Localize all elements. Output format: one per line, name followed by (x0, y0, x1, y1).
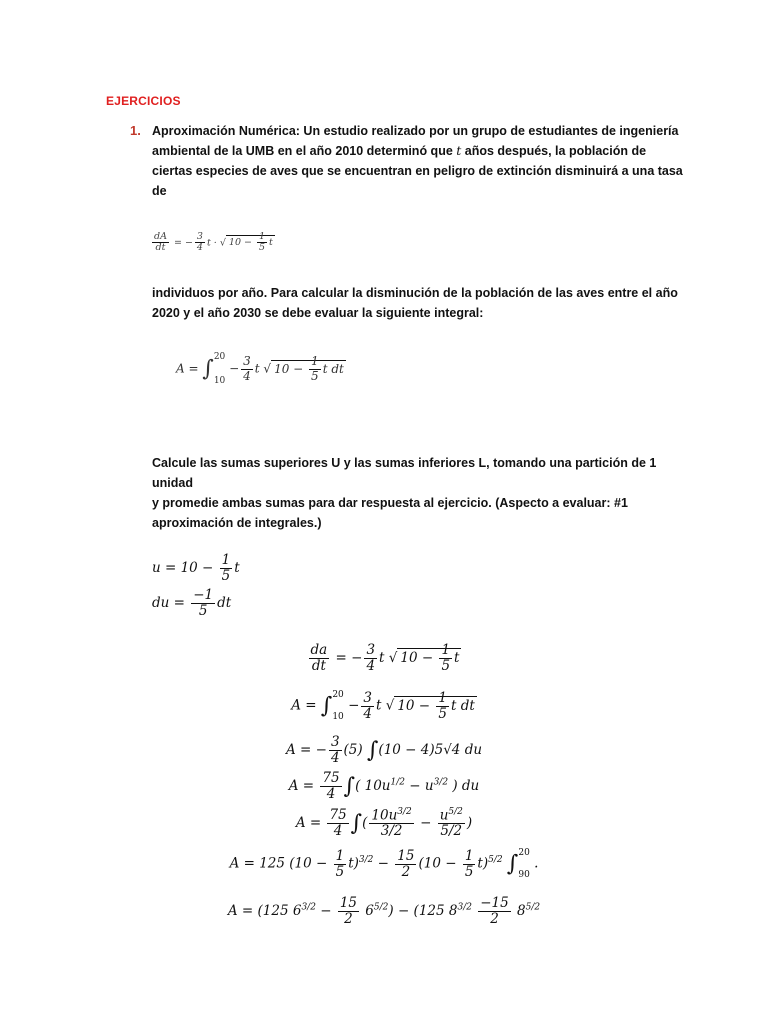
step-4: A = $\frac{75}{4}$ ∫( $10u^{1/2} - u^{3/2}$ ) du (288, 770, 480, 802)
paragraph-3 (152, 453, 692, 533)
step-1: $\frac{da}{dt}$ = − $\frac{3}{4}$ t √ 10 − $\frac{1}{5}$ t (310, 642, 460, 674)
paragraph-line: Calcule las sumas superiores U y las sumas inferiores L, tomando una partición de 1 unidad (152, 456, 657, 490)
paragraph-line: ambiental de la UMB en el año 2010 determinó que t años después, la población de (152, 143, 647, 158)
step-5: A = $\frac{75}{4}$ ∫( $\frac{10u^{3/2}}{3/2}$ − $\frac{u^{5/2}}{5/2}$ ) (295, 807, 473, 840)
paragraph-2 (152, 283, 692, 323)
step-6: A = 125 (10 − $\frac{1}{5}$ t)$^{3/2}$ − $\frac{15}{2}$ (10 − $\frac{1}{5}$ t)$^{5/2}$ ∫ 20 90 . (229, 847, 539, 880)
paragraph-line: ciertas especies de aves que se encuentran en peligro de extinción disminuirá a una tasa (152, 164, 683, 178)
step-3: A = − $\frac{3}{4}$ (5) ∫(10 − 4)5√4 du (285, 734, 483, 766)
integral-equation: A = ∫ 20 10 − $\frac{3}{4}$ t √ 10 − $\frac{1}{5}$ t dt (176, 352, 344, 386)
paragraph-line: 2020 y el año 2030 se debe evaluar la siguiente integral: (152, 306, 484, 320)
paragraph-line: aproximación de integrales.) (152, 516, 322, 530)
paragraph-line: individuos por año. Para calcular la disminución de la población de las aves entre el año (152, 286, 678, 300)
rate-equation: $\frac{dA}{dt}$ = − $\frac{3}{4}$ t · √ 10 − $\frac{1}{5}$ t (154, 231, 273, 254)
item-number: 1. (130, 123, 141, 138)
substitution-u: u = 10 − $\frac{1}{5}$ t (152, 552, 240, 584)
step-7: A = (125 $6^{3/2}$ − $\frac{15}{2}$ $6^{5/2}) - (125$ $8^{3/2}$ $\frac{-15}{2}$ $8^{5/2}$ (227, 895, 541, 927)
paragraph-line: y promedie ambas sumas para dar respuesta al ejercicio. (Aspecto a evaluar: #1 (152, 496, 628, 510)
problem-paragraph (152, 121, 692, 201)
section-heading: EJERCICIOS (106, 94, 181, 108)
step-2: A = ∫ 20 10 − $\frac{3}{4}$ t √ 10 − $\frac{1}{5}$ t dt (291, 689, 475, 722)
paragraph-line: Aproximación Numérica: Un estudio realizado por un grupo de estudiantes de ingeniería (152, 124, 679, 138)
paragraph-line: de (152, 184, 167, 198)
substitution-du: du = $\frac{-1}{5}$ dt (152, 587, 232, 619)
